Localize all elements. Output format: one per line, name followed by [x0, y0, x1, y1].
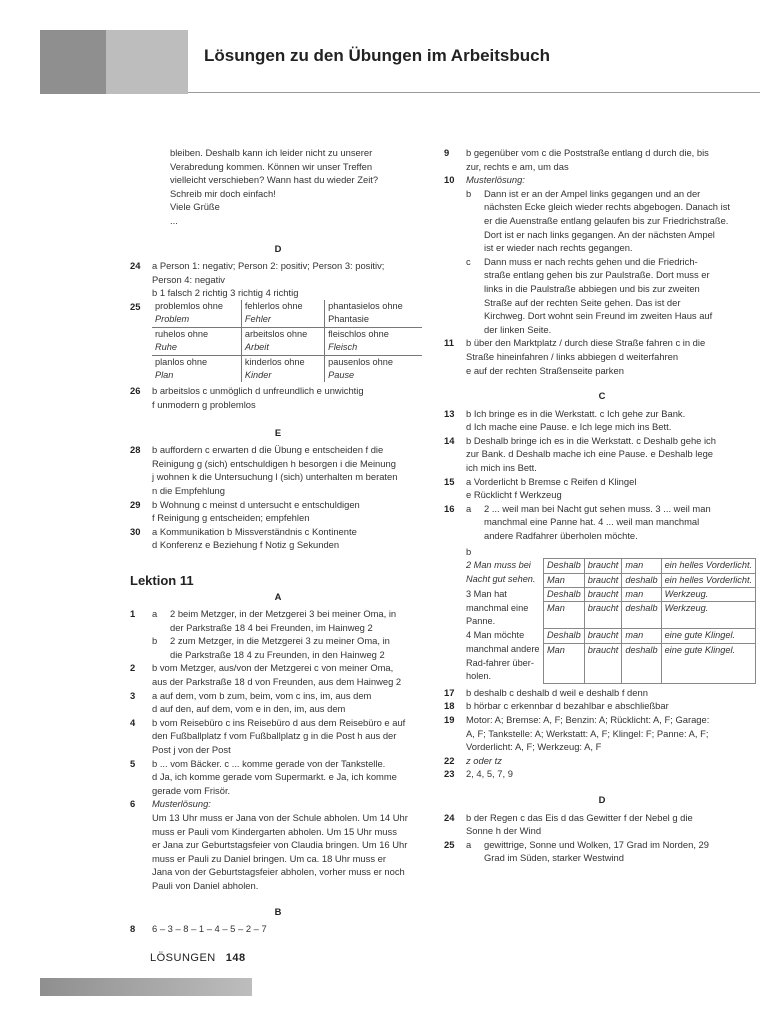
exercise-10: 10 Musterlösung: b Dann ist er an der Ampel links gegangen und an der nächsten Ecke gleich wieder rechts abgebogen. Danach ist er die Auenstraße entlang gelaufen bis zur Friedrichstraße. Dort ist er nach links gegangen. An der nächsten Ampel ist er wieder nach rechts gegangen. c Dann muss er nach rechts gehen und die Friedrich- straße entlang gehen bis zur Paulstraße. Dort muss er links in die Paulstraße abbiegen und bis zur zweiten Straße auf der rechten Seite gehen. Das ist der Kirchweg. Dort wohnt sein Freund im zweiten Haus auf der linken Seite.: [444, 174, 730, 335]
section-heading-c: C: [598, 390, 606, 402]
exercise-5: 5 b ... vom Bäcker. c ... komme gerade von der Tankstelle. d Ja, ich komme gerade vom Supermarkt. e Ja, ich komme gerade vom Frisör.: [130, 757, 397, 796]
exercise-25: 25 problemlos ohne fehlerlos ohne phantasielos ohne Problem Fehler Phantasie ruhelos ohne arbeitslos ohne fleischlos ohne Ruhe Arbeit Fleisch planlos ohne kinderlos ohne pausenlos ohne Plan Kinder Pause: [130, 300, 426, 382]
letter-continuation: bleiben. Deshalb kann ich leider nicht zu unserer Verabredung kommen. Können wir unser Treffen vielleicht verschieben? Wann hast du wieder Zeit? Schreib mir doch einfach! Viele Grüße ...: [170, 147, 379, 226]
page-title: Lösungen zu den Übungen im Arbeitsbuch: [204, 46, 550, 65]
exercise-18: 18 b hörbar c erkennbar d bezahlbar e abschließbar: [444, 700, 669, 712]
exercise-16-table: 2 Man muss bei Deshalb braucht man ein helles Vorderlicht. Nacht gut sehen. Man braucht deshalb ein helles Vorderlicht. 3 Man hat Deshalb braucht man Werkzeug. manchmal eine Panne. Man braucht deshalb Werkzeug. 4 Man möchte Deshalb braucht man eine gute Klingel. manchmal andere Rad-fahrer über-holen. Man braucht deshalb eine gute Klingel.: [466, 558, 756, 684]
exercise-6: 6 Musterlösung: Um 13 Uhr muss er Jana von der Schule abholen. Um 14 Uhr muss er Pauli vom Kindergarten abholen. Um 15 Uhr muss er Jana zur Geburtstagsfeier von Claudia bringen. Um 16 Uhr muss er Pauli zu Daniel bringen. Um ca. 18 Uhr muss er Jana von der Geburtstagsfeier abholen, vorher muss er noch Pauli von Daniel abholen.: [130, 798, 408, 891]
page-number: 148: [225, 952, 246, 964]
exercise-25-table: problemlos ohne fehlerlos ohne phantasielos ohne Problem Fehler Phantasie ruhelos ohne arbeitslos ohne fleischlos ohne Ruhe Arbeit Fleisch planlos ohne kinderlos ohne pausenlos ohne Plan Kinder Pause: [152, 300, 422, 382]
right-column: [444, 146, 760, 865]
exercise-25-right: 25 a gewittrige, Sonne und Wolken, 17 Grad im Norden, 29 Grad im Süden, starker Westwind: [444, 838, 709, 864]
exercise-8: 8 6 – 3 – 8 – 1 – 4 – 5 – 2 – 7: [130, 923, 267, 935]
exercise-2: 2 b vom Metzger, aus/von der Metzgerei c von meiner Oma, aus der Parkstraße 18 d von Freunden, aus dem Hainweg 2: [130, 662, 402, 688]
exercise-29: 29 b Wohnung c meinst d untersucht e entschuldigen f Reinigung g entscheiden; empfehlen: [130, 498, 360, 524]
section-heading-e: E: [274, 426, 282, 438]
exercise-30: 30 a Kommunikation b Missverständnis c Kontinente d Konferenz e Beziehung f Notiz g Sekunden: [130, 525, 357, 551]
section-heading-d: D: [274, 242, 282, 254]
exercise-13: 13 b Ich bringe es in die Werkstatt. c Ich gehe zur Bank. d Ich mache eine Pause. e Ich lege mich ins Bett.: [444, 407, 686, 433]
exercise-22: 22 z oder tz: [444, 754, 502, 766]
header-rule: [188, 92, 760, 93]
exercise-24: 24 a Person 1: negativ; Person 2: positiv; Person 3: positiv; Person 4: negativ b 1 falsch 2 richtig 3 richtig 4 richtig: [130, 260, 385, 299]
lesson-heading: Lektion 11: [130, 572, 194, 588]
exercise-17: 17 b deshalb c deshalb d weil e deshalb f denn: [444, 686, 648, 698]
section-heading-d-right: D: [598, 794, 606, 806]
exercise-16: 16 a 2 ... weil man bei Nacht gut sehen muss. 3 ... weil man manchmal eine Panne hat. 4 ... weil man manchmal andere Radfahrer überholen möchte. b: [444, 502, 711, 557]
footer-label: LÖSUNGEN 148: [150, 952, 246, 964]
exercise-4: 4 b vom Reisebüro c ins Reisebüro d aus dem Reisebüro e auf den Fußballplatz f vom Fußballplatz g in die Post h aus der Post j von der Post: [130, 716, 406, 756]
header-block-dark: [40, 30, 106, 94]
header-block-light: [106, 30, 188, 94]
exercise-24-right: 24 b der Regen c das Eis d das Gewitter f der Nebel g die Sonne h der Wind: [444, 811, 693, 837]
exercise-14: 14 b Deshalb bringe ich es in die Werkstatt. c Deshalb gehe ich zur Bank. d Deshalb mache ich eine Pause. e Deshalb lege ich mich ins Bett.: [444, 434, 716, 474]
exercise-11: 11 b über den Marktplatz / durch diese Straße fahren c in die Straße hineinfahren / links abbiegen d weiterfahren e auf der rechten Straßenseite parken: [444, 337, 706, 376]
section-heading-a: A: [274, 590, 282, 602]
exercise-19: 19 Motor: A; Bremse: A, F; Benzin: A; Rücklicht: A, F; Garage: A, F; Tankstelle: A; Werkstatt: A, F; Klingel: F; Panne: A, F; Vorderlicht: A, F; Werkzeug: A, F: [444, 714, 710, 753]
left-column: [130, 146, 426, 936]
exercise-26: 26 b arbeitslos c unmöglich d unfreundlich e unwichtig f unmodern g problemlos: [130, 385, 364, 410]
exercise-15: 15 a Vorderlicht b Bremse c Reifen d Klingel e Rücklicht f Werkzeug: [444, 475, 637, 501]
exercise-9: 9 b gegenüber vom c die Poststraße entlang d durch die, bis zur, rechts e am, um das: [444, 147, 709, 172]
footer-bar: [40, 978, 252, 996]
section-heading-b: B: [274, 905, 282, 917]
exercise-23: 23 2, 4, 5, 7, 9: [444, 768, 513, 780]
exercise-3: 3 a auf dem, vom b zum, beim, vom c ins, im, aus dem d auf den, auf dem, vom e in den, im, aus dem: [130, 689, 372, 715]
exercise-28: 28 b auffordern c erwarten d die Übung e entscheiden f die Reinigung g (sich) entschuldigen h besorgen i die Meinung j wohnen k die Untersuchung l (sich) unterhalten m beraten n die Empfehlung: [130, 444, 398, 496]
exercise-1: 1 a 2 beim Metzger, in der Metzgerei 3 bei meiner Oma, in der Parkstraße 18 4 bei Freunden, im Hainweg 2 b 2 zum Metzger, in die Metzgerei 3 zu meiner Oma, in die Parkstraße 18 4 zu Freunden, in den Hainweg 2: [130, 608, 397, 660]
